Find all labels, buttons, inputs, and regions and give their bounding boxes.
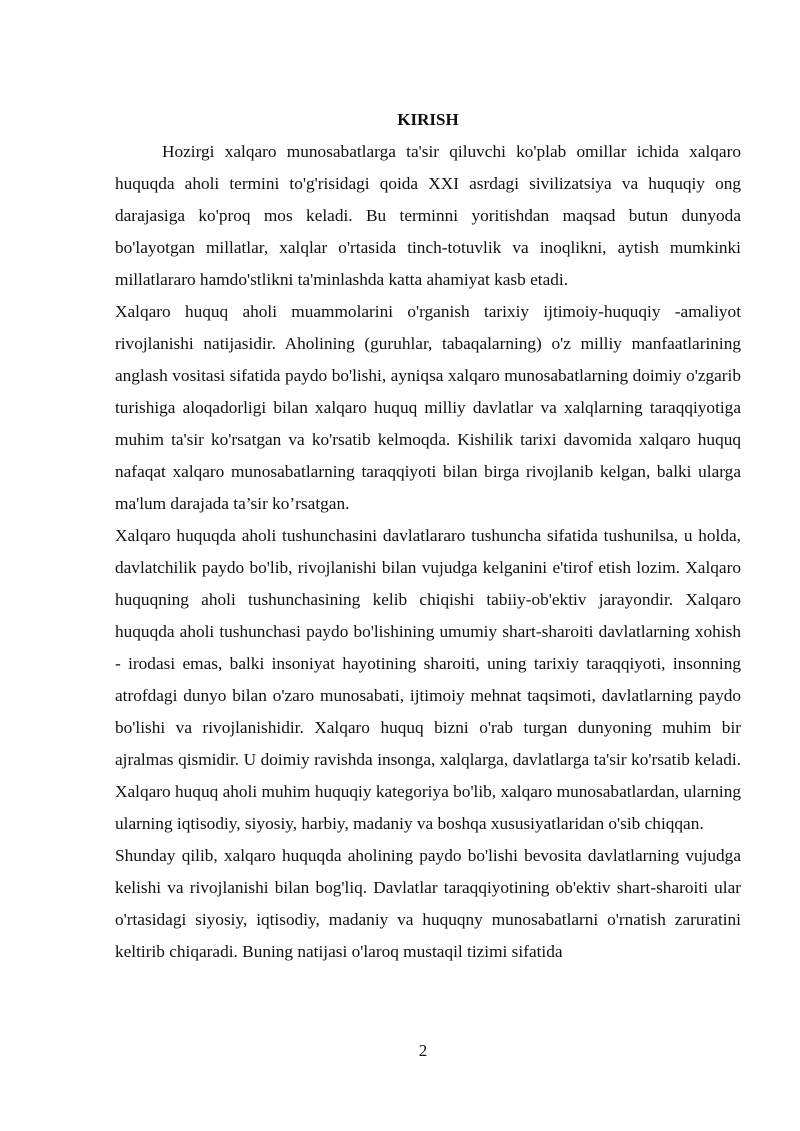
paragraph-2: Xalqaro huquq aholi muammolarini o'rganish tarixiy ijtimoiy-huquqiy -amaliyot rivojlanishi natijasidir. Aholining (guruhlar, tabaqalarning) o'z milliy manfaatlarining anglash vositasi sifatida paydo bo'lishi, ayniqsa xalqaro munosabatlarning doimiy o'zgarib turishiga aloqadorligi bilan xalqaro huquq milliy davlatlar va xalqlarning taraqqiyotiga muhim ta'sir ko'rsatgan va ko'rsatib kelmoqda. Kishilik tarixi davomida xalqaro huquq nafaqat xalqaro munosabatlarning taraqqiyoti bilan birga rivojlanib kelgan, balki ularga ma'lum darajada ta’sir ko’rsatgan.: [115, 302, 741, 513]
paragraph-4: Shunday qilib, xalqaro huquqda aholining paydo bo'lishi bevosita davlatlarning vujudga kelishi va rivojlanishi bilan bog'liq. Davlatlar taraqqiyotining ob'ektiv shart-sharoiti ular o'rtasidagi siyosiy, iqtisodiy, madaniy va huquqny munosabatlarni o'rnatish zaruratini keltirib chiqaradi. Buning natijasi o'laroq mustaqil tizimi sifatida: [115, 846, 741, 961]
page-number: 2: [418, 1041, 428, 1060]
paragraph-1: Hozirgi xalqaro munosabatlarga ta'sir qiluvchi ko'plab omillar ichida xalqaro huquqda aholi termini to'g'risidagi qoida XXI asrdagi sivilizatsiya va huquqiy ong darajasiga ko'proq mos keladi. Bu terminni yoritishdan maqsad butun dunyoda bo'layotgan millatlar, xalqlar o'rtasida tinch-totuvlik va inoqlikni, aytish mumkinki millatlararo hamdo'stlikni ta'minlashda katta ahamiyat kasb etadi.: [115, 142, 741, 289]
document-page: [115, 108, 741, 968]
section-title: KIRISH: [397, 110, 459, 129]
paragraph-3: Xalqaro huquqda aholi tushunchasini davlatlararo tushuncha sifatida tushunilsa, u holda, davlatchilik paydo bo'lib, rivojlanishi bilan vujudga kelganini e'tirof etish lozim. Xalqaro huquqning aholi tushunchasining kelib chiqishi tabiiy-ob'ektiv jarayondir. Xalqaro huquqda aholi tushunchasi paydo bo'lishining umumiy shart-sharoiti davlatlarning xohish - irodasi emas, balki insoniyat hayotining sharoiti, uning tarixiy taraqqiyoti, insonning atrofdagi dunyo bilan o'zaro munosabati, ijtimoiy mehnat taqsimoti, davlatlarning paydo bo'lishi va rivojlanishidir. Xalqaro huquq bizni o'rab turgan dunyoning muhim bir ajralmas qismidir. U doimiy ravishda insonga, xalqlarga, davlatlarga ta'sir ko'rsatib keladi. Xalqaro huquq aholi muhim huquqiy kategoriya bo'lib, xalqaro munosabatlardan, ularning ularning iqtisodiy, siyosiy, harbiy, madaniy va boshqa xususiyatlaridan o'sib chiqqan.: [115, 526, 741, 833]
